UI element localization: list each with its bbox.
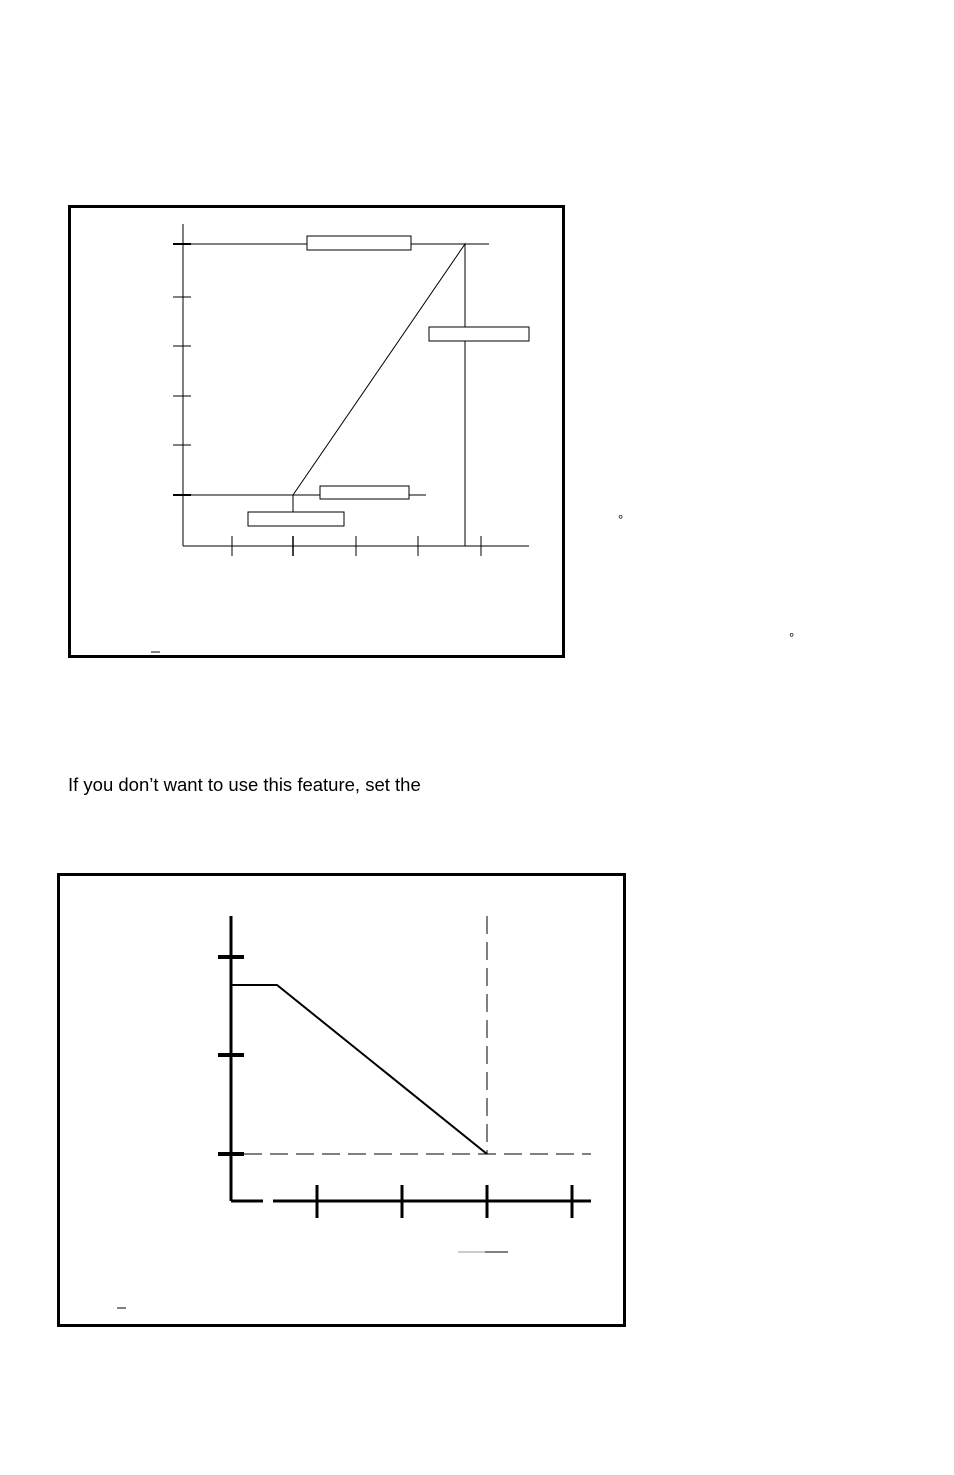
fig1-label-box-right <box>429 327 529 341</box>
figure-2-chart <box>60 876 629 1330</box>
figure-1-frame <box>68 205 565 658</box>
fig2-series-line <box>231 985 487 1154</box>
body-paragraph: If you don’t want to use this feature, set the <box>68 774 421 795</box>
fig1-series-line <box>293 244 465 546</box>
fig1-label-box-top <box>307 236 411 250</box>
fig1-label-box-mid <box>320 486 409 499</box>
degree-symbol: ° <box>789 630 795 645</box>
figure-2-frame <box>57 873 626 1327</box>
degree-symbol: ° <box>618 512 624 527</box>
fig1-label-box-low <box>248 512 344 526</box>
figure-1-chart <box>71 208 568 661</box>
